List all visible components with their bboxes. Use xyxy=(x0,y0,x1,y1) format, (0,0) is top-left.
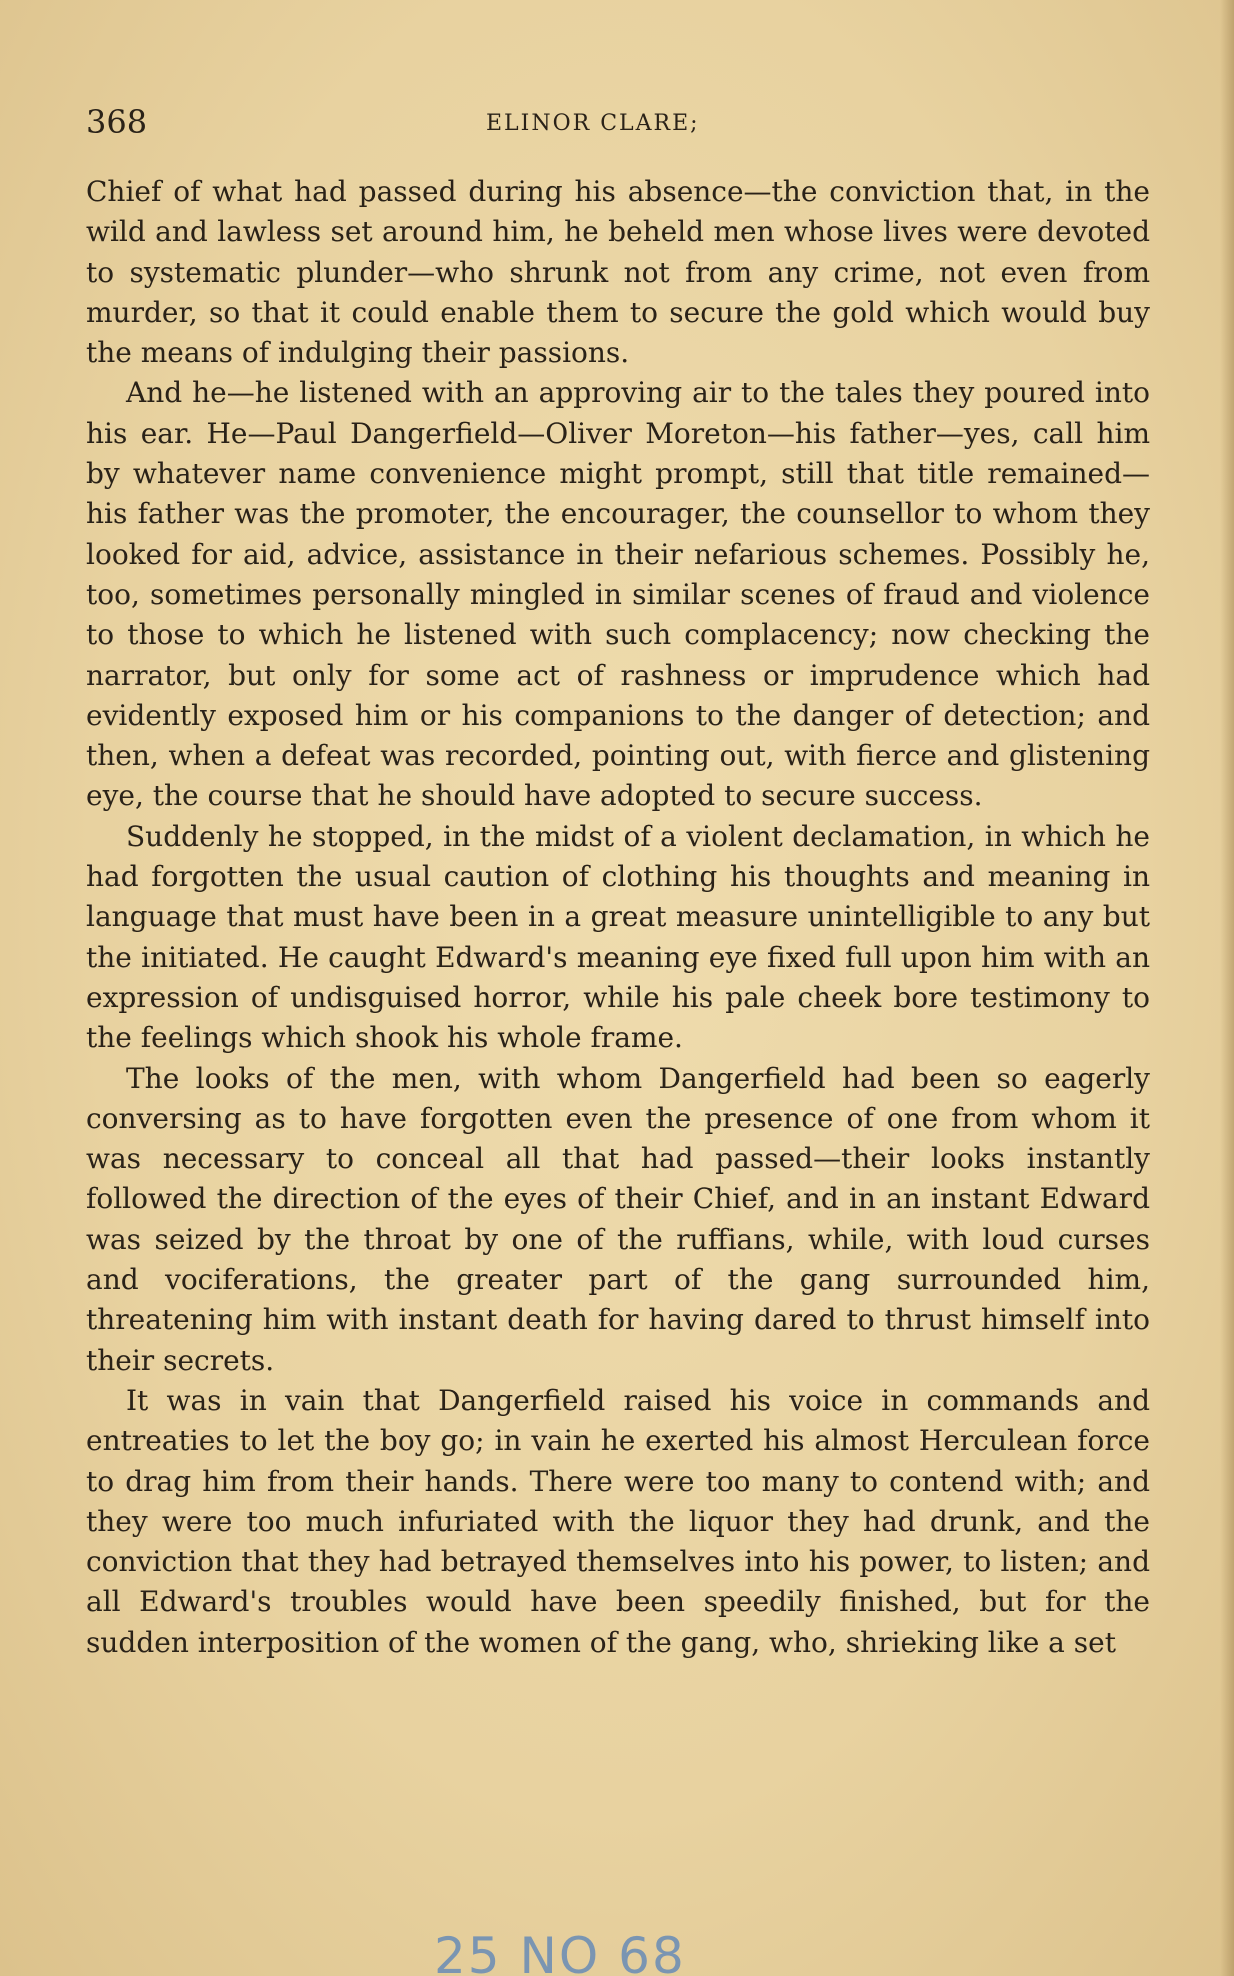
date-stamp: 25 NO 68 xyxy=(434,1927,686,1976)
paragraph-5: It was in vain that Dangerfield raised his voice in commands and entreaties to let the boy go; in vain he exerted his almost Herculean force to drag him from their hands. There were too many to contend with; and they were too much infuriated with the liquor they had drunk, and the conviction that they had betrayed themselves into his power, to listen; and all Edward's troubles would have been speedily finished, but for the sudden interposition of the women of the gang, who, shrieking like a set xyxy=(86,1383,1150,1659)
running-head: ELINOR CLARE; xyxy=(486,111,700,136)
paragraph-4: The looks of the men, with whom Dangerfield had been so eagerly conversing as to have forgotten even the presence of one from whom it was necessary to conceal all that had passed—their looks instantly followed the direction of the eyes of their Chief, and in an instant Edward was seized by the throat by one of the ruffians, while, with loud curses and vociferations, the greater part of the gang surrounded him, threatening him with instant death for having dared to thrust himself into their secrets. xyxy=(86,1061,1150,1377)
page-number: 368 xyxy=(86,103,148,141)
page-edge-shadow xyxy=(1220,0,1234,1976)
paragraph-1: Chief of what had passed during his absence—the conviction that, in the wild and lawless set around him, he beheld men whose lives were devoted to systematic plunder—who shrunk not from any crime, not even from murder, so that it could enable them to secure the gold which would buy the means of indulging their passions. xyxy=(86,175,1150,370)
paragraph-2: And he—he listened with an approving air to the tales they poured into his ear. He—Paul Dangerfield—Oliver Moreton—his father—yes, call him by whatever name convenience might prompt, still that title remained—his father was the promoter, the encourager, the counsellor to whom they looked for aid, advice, assistance in their nefarious schemes. Possibly he, too, sometimes personally mingled in similar scenes of fraud and violence to those to which he listened with such complacency; now checking the narrator, but only for some act of rashness or imprudence which had evidently exposed him or his companions to the danger of detection; and then, when a defeat was recorded, pointing out, with fierce and glistening eye, the course that he should have adopted to secure success. xyxy=(86,376,1150,813)
page-header xyxy=(86,100,1156,144)
paragraph-3: Suddenly he stopped, in the midst of a violent declamation, in which he had forgotten the usual caution of clothing his thoughts and meaning in language that must have been in a great measure unintelligible to any but the initiated. He caught Edward's meaning eye fixed full upon him with an expression of undisguised horror, while his pale cheek bore testimony to the feelings which shook his whole frame. xyxy=(86,819,1150,1055)
body-text xyxy=(86,172,1150,1663)
